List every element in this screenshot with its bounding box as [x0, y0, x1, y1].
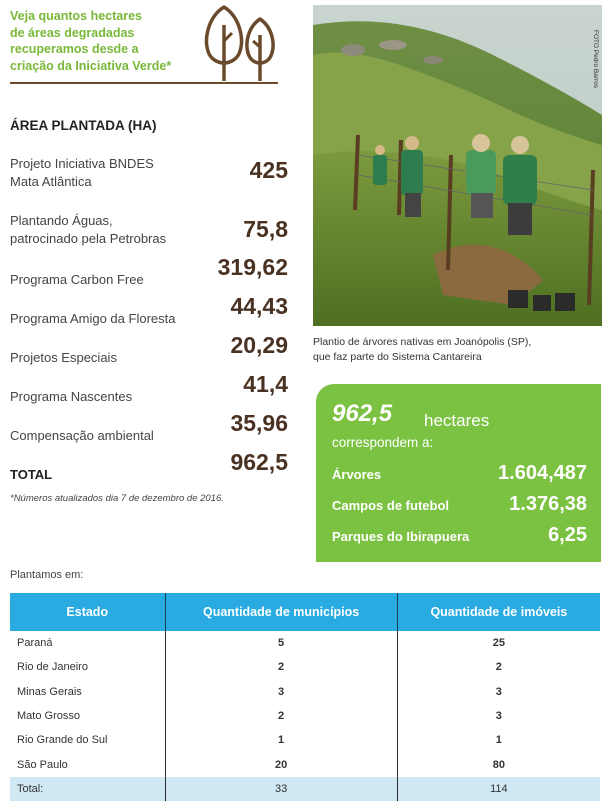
planting-photo-illustration: [313, 5, 602, 326]
table-row: [10, 704, 600, 728]
area-label-line: Projeto Iniciativa BNDES: [10, 156, 154, 171]
intro-line: Veja quantos hectares: [10, 9, 143, 23]
state-name: Minas Gerais: [17, 685, 82, 698]
area-value: 20,29: [230, 332, 288, 358]
caption-line: que faz parte do Sistema Cantareira: [313, 351, 482, 363]
area-label-line: Programa Nascentes: [10, 389, 133, 404]
caption-line: Plantio de árvores nativas em Joanópolis (SP),: [313, 336, 532, 348]
table-row: [10, 631, 600, 655]
state-name: São Paulo: [17, 758, 68, 771]
area-label-line: Programa Amigo da Floresta: [10, 311, 176, 326]
equivalence-value: 6,25: [548, 524, 587, 546]
photo-caption: [313, 335, 593, 365]
state-municipios: 3: [165, 680, 397, 704]
area-label-line: Compensação ambiental: [10, 428, 154, 443]
area-label-line: Mata Atlântica: [10, 174, 92, 189]
header-municipios: Quantidade de municípios: [165, 593, 397, 631]
area-label-line: patrocinado pela Petrobras: [10, 231, 167, 246]
state-municipios: 2: [165, 655, 397, 679]
state-name: Paraná: [17, 637, 53, 650]
state-name: Rio Grande do Sul: [17, 734, 108, 747]
area-value: 319,62: [217, 254, 288, 280]
area-label-line: Programa Carbon Free: [10, 272, 144, 287]
state-imoveis: 3: [495, 685, 502, 698]
state-municipios: 20: [165, 752, 397, 776]
header-estado: Estado: [10, 593, 165, 631]
total-label: Total:: [10, 777, 165, 801]
area-label: [10, 388, 132, 406]
table-row: [10, 728, 600, 752]
total-municipios: 33: [165, 777, 397, 801]
equivalence-label: Parques do Ibirapuera: [332, 529, 470, 544]
equivalence-amount: 962,5: [332, 400, 393, 427]
state-imoveis: 2: [495, 661, 502, 674]
equivalence-value: 1.604,487: [498, 462, 587, 484]
intro-line: recuperamos desde a: [10, 42, 139, 56]
area-value: 35,96: [230, 410, 288, 436]
planting-photo: [313, 5, 602, 326]
photo-credit: FOTO Pedro Barros: [592, 30, 599, 89]
table-row: [10, 655, 600, 679]
states-intro: Plantamos em:: [10, 569, 84, 581]
footnote: *Números atualizados dia 7 de dezembro de 2016.: [10, 493, 224, 504]
state-name: Rio de Janeiro: [17, 661, 88, 674]
intro-line: de áreas degradadas: [10, 25, 135, 40]
equivalence-box: [316, 384, 601, 562]
area-label-line: Projetos Especiais: [10, 350, 117, 365]
area-total-value: 962,5: [230, 449, 288, 475]
state-imoveis: 25: [492, 637, 505, 650]
state-imoveis: 1: [495, 734, 502, 747]
equivalence-value: 1.376,38: [509, 493, 587, 515]
area-label: [10, 349, 117, 367]
state-imoveis: 3: [495, 710, 502, 723]
equivalence-label: Campos de futebol: [332, 498, 450, 513]
area-label: [10, 271, 144, 289]
area-label: [10, 310, 175, 328]
area-value: 44,43: [230, 293, 288, 319]
table-row: [10, 680, 600, 704]
equivalence-label: Árvores: [332, 467, 382, 482]
area-label: [10, 427, 154, 445]
table-row: [10, 752, 600, 776]
intro-text: [10, 8, 195, 74]
area-label: [10, 155, 154, 191]
state-municipios: 2: [165, 704, 397, 728]
area-total-label: TOTAL: [10, 467, 53, 482]
two-trees-icon: [196, 3, 280, 83]
area-value: 425: [249, 157, 288, 183]
intro-divider: [10, 82, 278, 84]
table-total-row: [10, 777, 600, 801]
area-value: 75,8: [243, 216, 288, 242]
equivalence-unit: hectares: [424, 411, 490, 430]
states-header-row: [10, 593, 600, 631]
area-label-line: Plantando Águas,: [10, 213, 113, 228]
area-label: [10, 212, 166, 248]
state-municipios: 5: [165, 631, 397, 655]
states-table: [10, 593, 600, 801]
area-table-heading: ÁREA PLANTADA (HA): [10, 118, 157, 133]
header-imoveis: Quantidade de imóveis: [397, 593, 600, 631]
state-municipios: 1: [165, 728, 397, 752]
area-value: 41,4: [243, 371, 288, 397]
equivalence-subtitle: correspondem a:: [332, 435, 434, 450]
state-name: Mato Grosso: [17, 710, 80, 723]
state-imoveis: 80: [492, 758, 505, 771]
intro-line: criação da Iniciativa Verde*: [10, 58, 172, 73]
total-imoveis: 114: [397, 777, 600, 801]
